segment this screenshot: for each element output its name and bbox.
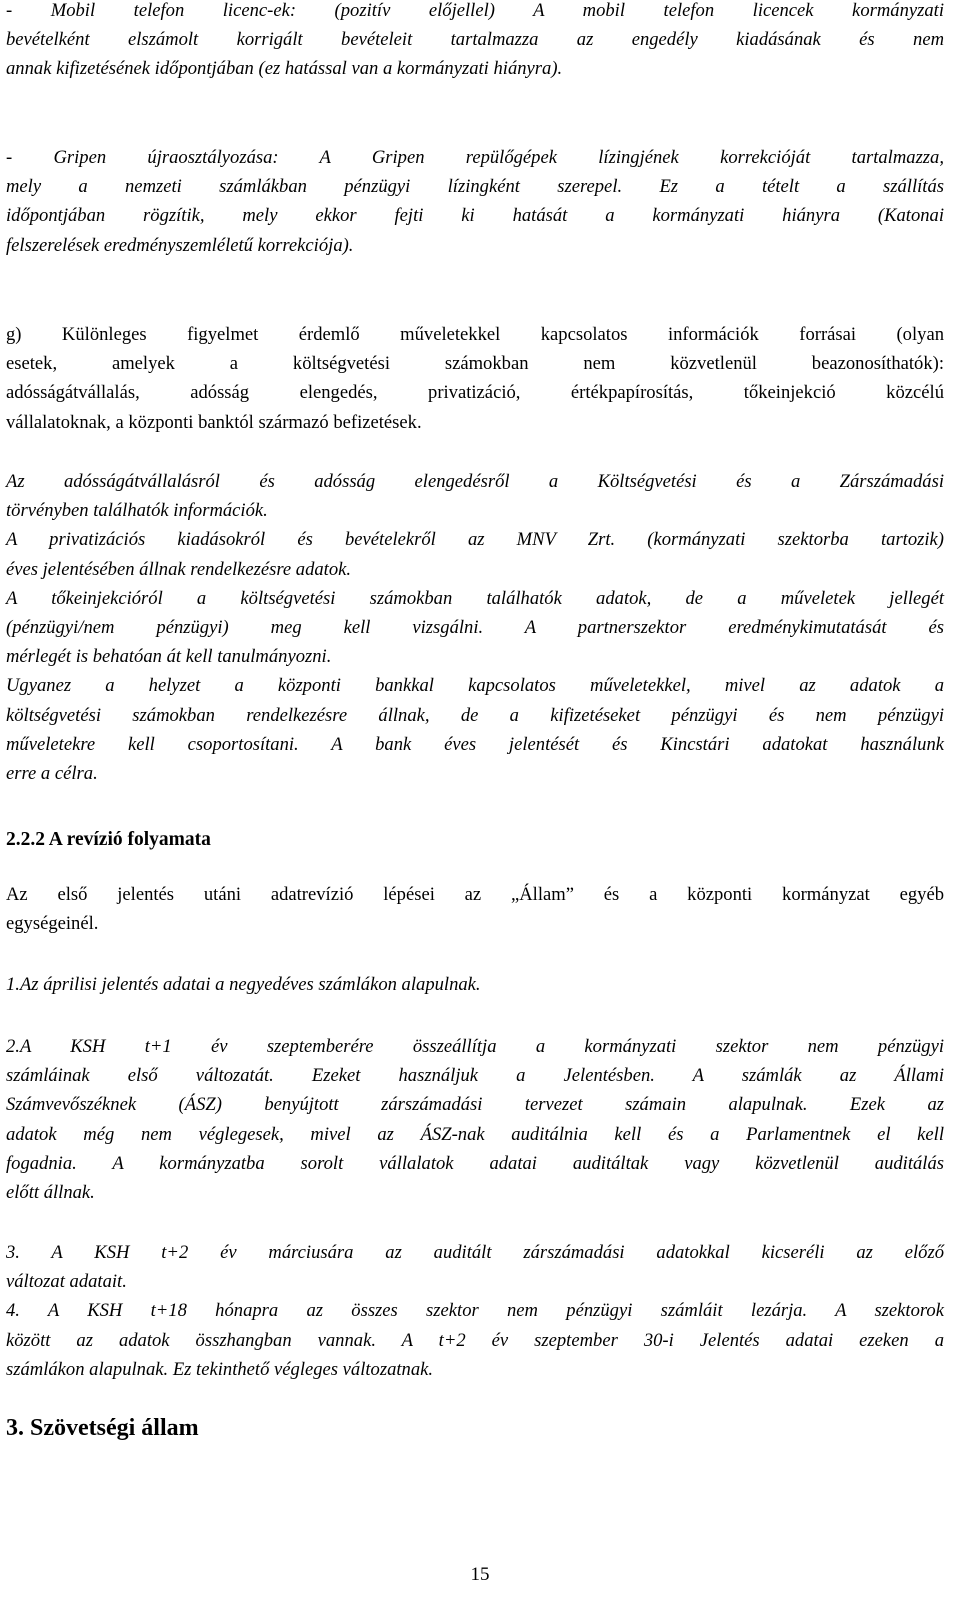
text-line: 3. A KSH t+2 év márciusára az auditált zárszámadási adatokkal kicseréli az előző bbox=[6, 1242, 944, 1263]
text-line: 2.A KSH t+1 év szeptemberére összeállítja a kormányzati szektor nem pénzügyi bbox=[6, 1036, 944, 1057]
paragraph-g-sources bbox=[6, 320, 944, 437]
text-line: felszerelések eredményszemléletű korrekciója). bbox=[6, 234, 354, 256]
paragraph-steps-intro bbox=[6, 880, 944, 938]
text-line: g) Különleges figyelmet érdemlő műveletekkel kapcsolatos információk forrásai (olyan bbox=[6, 324, 944, 345]
text-line: 4. A KSH t+18 hónapra az összes szektor nem pénzügyi számláit lezárja. A szektorok bbox=[6, 1300, 944, 1322]
text-line: bevételként elszámolt korrigált bevételeit tartalmazza az engedély kiadásának és nem bbox=[6, 29, 944, 51]
text-line: előtt állnak. bbox=[6, 1182, 95, 1204]
text-line: költségvetési számokban rendelkezésre állnak, de a kifizetéseket pénzügyi és nem pénzügyi bbox=[6, 704, 944, 726]
paragraph-steps-3-4 bbox=[6, 1238, 944, 1384]
paragraph-information-sources bbox=[6, 467, 944, 788]
text-line: adatok még nem véglegesek, mivel az ÁSZ-nak auditálnia kell és a Parlamentnek el kell bbox=[6, 1123, 944, 1145]
text-line: esetek, amelyek a költségvetési számokban nem közvetlenül beazonosíthatók): bbox=[6, 353, 944, 375]
paragraph-gripen bbox=[6, 143, 944, 260]
text-line: egységeinél. bbox=[6, 913, 99, 935]
text-line: vállalatoknak, a központi banktól származó befizetések. bbox=[6, 411, 422, 433]
text-line: számlákon alapulnak. Ez tekinthető végleges változatnak. bbox=[6, 1358, 434, 1380]
text-line: (pénzügyi/nem pénzügyi) meg kell vizsgálni. A partnerszektor eredménykimutatását és bbox=[6, 617, 944, 639]
text-line: A tőkeinjekcióról a költségvetési számokban találhatók adatok, de a műveletek jellegét bbox=[6, 587, 944, 609]
text-line: annak kifizetésének időpontjában (ez hatással van a kormányzati hiányra). bbox=[6, 58, 563, 80]
text-line: műveletekre kell csoportosítani. A bank éves jelentését és Kincstári adatokat használunk bbox=[6, 733, 944, 755]
text-line: számláinak első változatát. Ezeket használjuk a Jelentésben. A számlák az Állami bbox=[6, 1065, 944, 1087]
text-line: éves jelentésében állnak rendelkezésre adatok. bbox=[6, 558, 352, 580]
text-line: időpontjában rögzítik, mely ekkor fejti ki hatását a kormányzati hiányra (Katonai bbox=[6, 205, 944, 227]
text-line: - Gripen újraosztályozása: A Gripen repülőgépek lízingjének korrekcióját tartalmazza, bbox=[6, 147, 944, 168]
text-line: erre a célra. bbox=[6, 763, 98, 785]
heading-revision-process: 2.2.2 A revízió folyamata bbox=[6, 829, 211, 850]
paragraph-mobil-licence bbox=[6, 0, 944, 84]
paragraph-step-1 bbox=[6, 970, 944, 999]
text-line: A privatizációs kiadásokról és bevételekről az MNV Zrt. (kormányzati szektorba tartozik) bbox=[6, 529, 944, 551]
text-line: mely a nemzeti számlákban pénzügyi lízingként szerepel. Ez a tételt a szállítás bbox=[6, 176, 944, 198]
text-line: változat adatait. bbox=[6, 1271, 127, 1293]
text-line: - Mobil telefon licenc-ek: (pozitív előjellel) A mobil telefon licencek kormányzati bbox=[6, 0, 944, 21]
text-line: Számvevőszéknek (ÁSZ) benyújtott zárszámadási tervezet számain alapulnak. Ezek az bbox=[6, 1094, 944, 1116]
paragraph-step-2 bbox=[6, 1032, 944, 1207]
text-line: között az adatok összhangban vannak. A t+2 év szeptember 30-i Jelentés adatai ezeken a bbox=[6, 1329, 944, 1351]
text-line: Az első jelentés utáni adatrevízió lépései az „Állam” és a központi kormányzat egyéb bbox=[6, 884, 944, 905]
text-line: mérlegét is behatóan át kell tanulmányozni. bbox=[6, 646, 332, 668]
page-number: 15 bbox=[470, 1564, 490, 1585]
text-line: Ugyanez a helyzet a központi bankkal kapcsolatos műveletekkel, mivel az adatok a bbox=[6, 675, 944, 697]
text-line: fogadnia. A kormányzatba sorolt vállalatok adatai auditáltak vagy közvetlenül auditálás bbox=[6, 1152, 944, 1174]
heading-federal-state: 3. Szövetségi állam bbox=[6, 1415, 199, 1441]
text-line: 1.Az áprilisi jelentés adatai a negyedéves számlákon alapulnak. bbox=[6, 974, 481, 995]
text-line: Az adósságátvállalásról és adósság elengedésről a Költségvetési és a Zárszámadási bbox=[6, 471, 944, 492]
text-line: törvényben találhatók információk. bbox=[6, 500, 268, 522]
text-line: adósságátvállalás, adósság elengedés, privatizáció, értékpapírosítás, tőkeinjekció közcélú bbox=[6, 382, 944, 404]
